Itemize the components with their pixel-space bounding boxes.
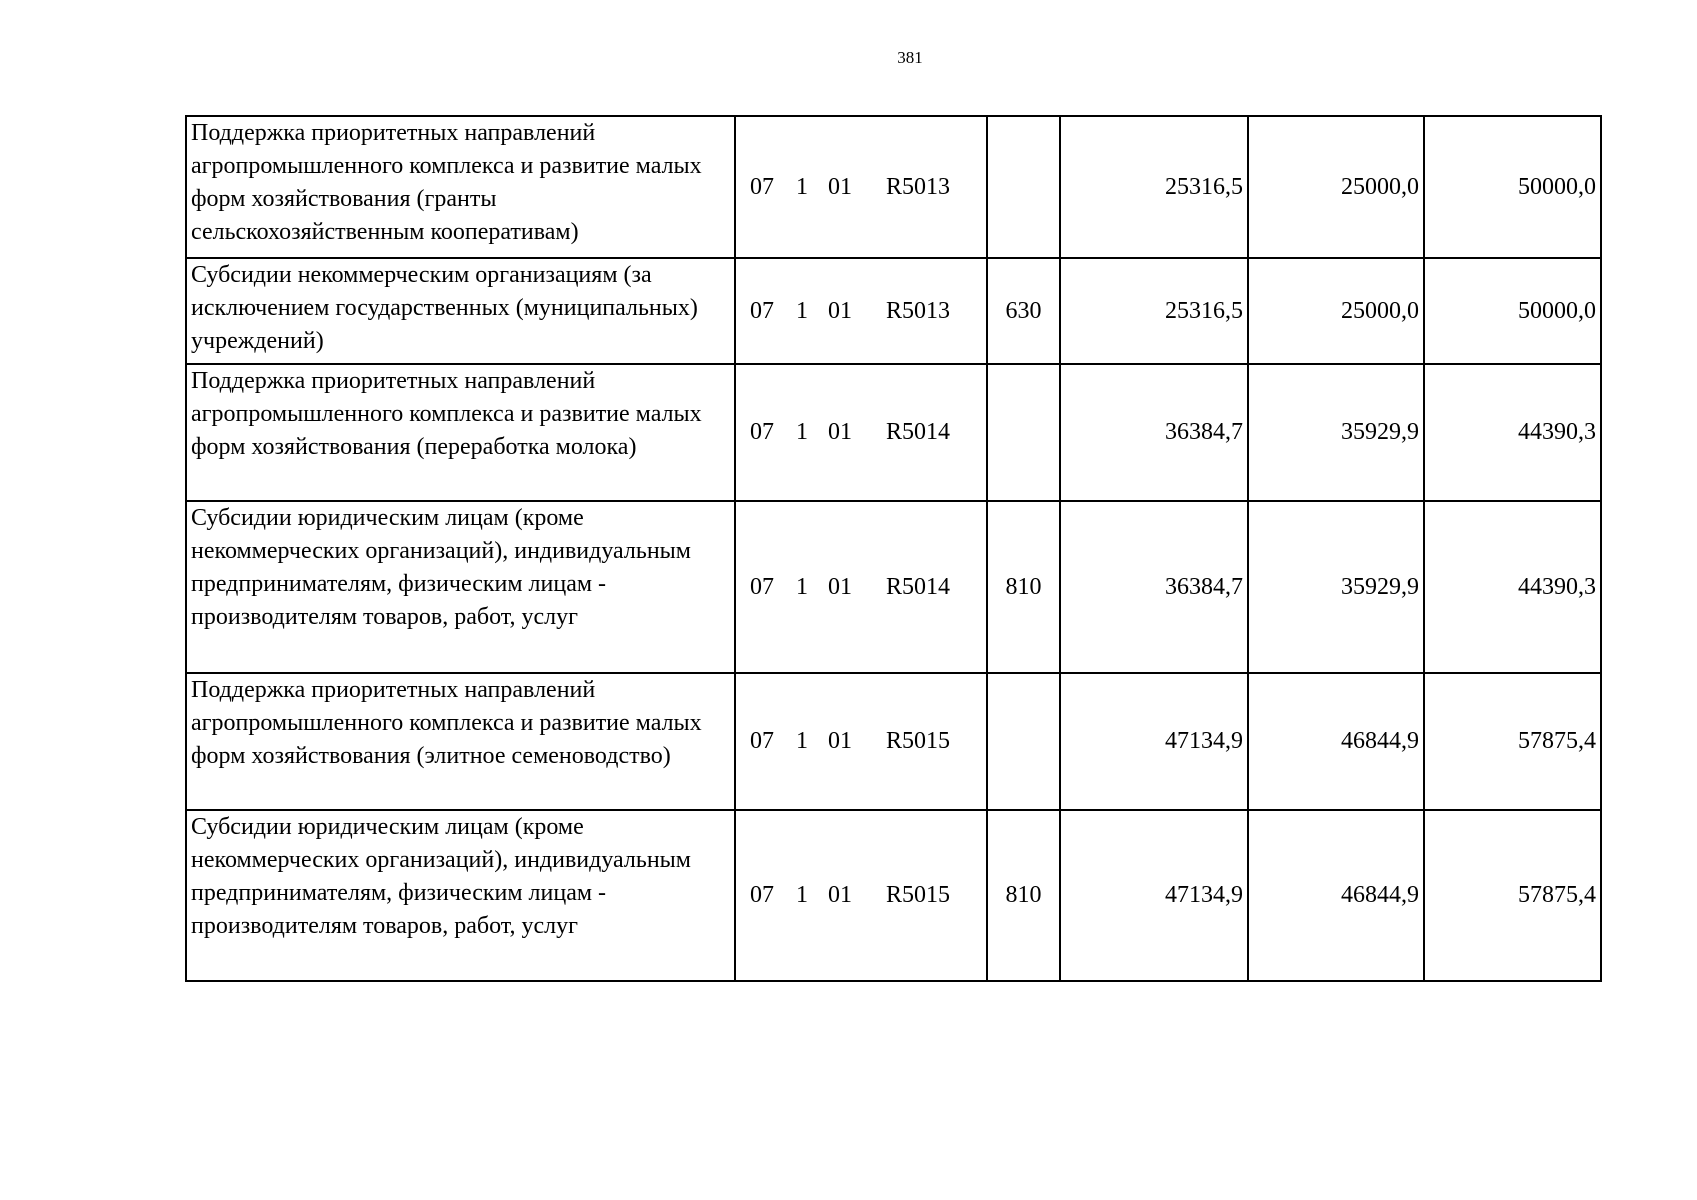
row-expense-type: 810 (987, 501, 1060, 673)
row-code (735, 501, 987, 673)
row-description: Поддержка приоритетных направлений агропромышленного комплекса и развитие малых форм хозяйствования (гранты сельскохозяйственным кооперативам) (186, 116, 735, 258)
row-code (735, 258, 987, 364)
row-value-3: 44390,3 (1424, 501, 1601, 673)
row-value-2: 25000,0 (1248, 258, 1424, 364)
code-subprogram: 1 (796, 882, 808, 908)
code-event: 01 (828, 297, 852, 324)
row-value-3: 50000,0 (1424, 258, 1601, 364)
row-value-1: 47134,9 (1060, 810, 1248, 981)
code-direction: R5015 (886, 882, 951, 908)
code-section: 07 (750, 573, 774, 600)
budget-table (185, 115, 1602, 982)
code-subprogram: 1 (796, 173, 808, 200)
code-subprogram: 1 (796, 419, 808, 445)
row-description: Субсидии некоммерческим организациям (за исключением государственных (муниципальных) учреждений) (186, 258, 735, 364)
row-value-2: 46844,9 (1248, 673, 1424, 810)
row-code (735, 810, 987, 981)
code-section: 07 (750, 419, 774, 445)
code-subprogram: 1 (796, 297, 808, 324)
table-row (186, 258, 1601, 364)
code-event: 01 (828, 173, 852, 200)
row-value-2: 35929,9 (1248, 364, 1424, 501)
row-value-2: 46844,9 (1248, 810, 1424, 981)
row-code (735, 116, 987, 258)
row-expense-type (987, 364, 1060, 501)
row-value-1: 25316,5 (1060, 258, 1248, 364)
table-row (186, 673, 1601, 810)
code-direction: R5014 (886, 573, 951, 600)
code-section: 07 (750, 728, 774, 754)
row-value-1: 36384,7 (1060, 501, 1248, 673)
row-expense-type (987, 673, 1060, 810)
table-row (186, 810, 1601, 981)
row-expense-type: 810 (987, 810, 1060, 981)
code-direction: R5015 (886, 728, 951, 754)
row-description: Субсидии юридическим лицам (кроме некоммерческих организаций), индивидуальным предпринимателям, физическим лицам - производителям товаров, работ, услуг (186, 810, 735, 981)
table-row (186, 116, 1601, 258)
code-section: 07 (750, 297, 774, 324)
row-value-3: 57875,4 (1424, 673, 1601, 810)
row-code (735, 673, 987, 810)
row-value-3: 44390,3 (1424, 364, 1601, 501)
code-section: 07 (750, 882, 774, 908)
row-value-3: 57875,4 (1424, 810, 1601, 981)
page-number: 381 (897, 48, 923, 67)
row-expense-type (987, 116, 1060, 258)
code-event: 01 (828, 728, 852, 754)
code-event: 01 (828, 882, 852, 908)
row-value-2: 25000,0 (1248, 116, 1424, 258)
row-description: Субсидии юридическим лицам (кроме некоммерческих организаций), индивидуальным предпринимателям, физическим лицам - производителям товаров, работ, услуг (186, 501, 735, 673)
row-description: Поддержка приоритетных направлений агропромышленного комплекса и развитие малых форм хозяйствования (элитное семеноводство) (186, 673, 735, 810)
row-description: Поддержка приоритетных направлений агропромышленного комплекса и развитие малых форм хозяйствования (переработка молока) (186, 364, 735, 501)
row-value-1: 25316,5 (1060, 116, 1248, 258)
code-direction: R5014 (886, 419, 951, 445)
code-subprogram: 1 (796, 573, 808, 600)
code-section: 07 (750, 173, 774, 200)
table-row (186, 501, 1601, 673)
code-direction: R5013 (886, 297, 951, 324)
code-subprogram: 1 (796, 728, 808, 754)
code-event: 01 (828, 419, 852, 445)
table-row (186, 364, 1601, 501)
row-value-2: 35929,9 (1248, 501, 1424, 673)
code-event: 01 (828, 573, 852, 600)
row-value-1: 47134,9 (1060, 673, 1248, 810)
row-value-3: 50000,0 (1424, 116, 1601, 258)
row-code (735, 364, 987, 501)
code-direction: R5013 (886, 173, 951, 200)
row-value-1: 36384,7 (1060, 364, 1248, 501)
row-expense-type: 630 (987, 258, 1060, 364)
